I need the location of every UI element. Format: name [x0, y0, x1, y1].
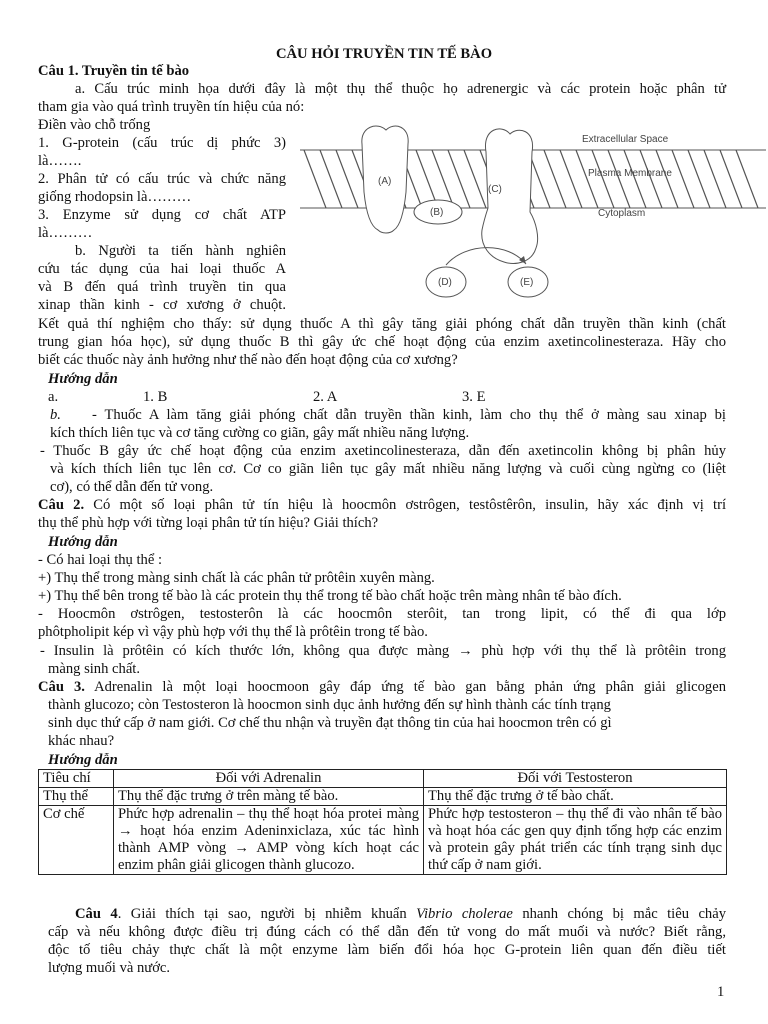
- label-a: (A): [378, 176, 392, 187]
- table-header-adrenalin: Đối với Adrenalin: [114, 770, 424, 788]
- q2-line2: thụ thể phù hợp với từng loại phân tử tín hiệu? Giải thích?: [38, 515, 379, 531]
- q2-guide-heading: Hướng dẫn: [48, 534, 118, 550]
- table-header-row: [39, 770, 727, 788]
- q1-a-line2: tham gia vào quá trình truyền tín hiệu của nó:: [38, 99, 305, 115]
- q3-line2: thành glucozo; còn Testosteron là hoocmon sinh dục ảnh hưởng đến sự hình thành các tính trạng: [48, 697, 611, 713]
- q2-guide-line5: phôtpholipit kép vì vậy phù hợp với thụ thể là prôtêin trong tế bào.: [38, 624, 428, 640]
- q1-item1a: 1. G-protein (cấu trúc dị phức 3): [38, 135, 286, 151]
- q2-guide-line4: - Hoocmôn ơstrôgen, testosterôn là các hoocmôn sterôit, tan trong lipit, có thể đi qua lớp: [38, 606, 726, 622]
- cytoplasm-label: Cytoplasm: [598, 208, 646, 219]
- q1-b-line6: trung gian hóa học), sử dụng thuốc B thì gây ức chế hoạt động của enzim axetincolinesteraza. Hãy cho: [38, 334, 726, 350]
- q3-line1-rest: Adrenalin là một loại hoocmoon gây đáp ứng tế bào gan bằng phản ứng phân giải glicogen: [94, 679, 727, 695]
- q4-line4: lượng muối và nước.: [48, 960, 171, 976]
- table-row: [39, 788, 727, 806]
- receptor-diagram: [296, 122, 768, 322]
- label-b: (B): [430, 207, 444, 218]
- q4-label: Câu 4: [75, 906, 118, 922]
- q3-guide-heading: Hướng dẫn: [48, 752, 118, 768]
- q1-fill-label: Điền vào chỗ trống: [38, 117, 151, 133]
- q1-item2a: 2. Phân tử có cấu trúc và chức năng: [38, 171, 286, 187]
- table-cell: Thụ thể đặc trưng ở trên màng tế bào.: [114, 788, 424, 806]
- table-cell: Phức hợp adrenalin – thụ thể hoạt hóa protei màng → hoạt hóa enzim Adeninxiclaza, xúc tác hình thành AMP vòng → AMP vòng kích hoạt các enzim phân giải glicogen thành glucozo.: [114, 806, 424, 875]
- q1-guide-line2: kích thích liên tục và cơ tăng cường co giãn, gây mất nhiều năng lượng.: [50, 425, 470, 441]
- q1-item2b: giống rhodopsin là………: [38, 189, 192, 205]
- protein-c-shape: [482, 129, 538, 264]
- q1-guide-line1: - Thuốc A làm tăng giải phóng chất dẫn truyền thần kinh, làm cho thụ thể ở màng sau xinap bị: [92, 407, 726, 423]
- table-cell: Thụ thể đặc trưng ở tế bào chất.: [424, 788, 727, 806]
- membrane-label: Plasma Membrane: [588, 168, 672, 179]
- q1-b-line1: b. Người ta tiến hành nghiên: [75, 243, 286, 259]
- q1-answer-1: 1. B: [143, 389, 168, 405]
- q1-answer-3: 3. E: [462, 389, 486, 405]
- q2-guide-line3: +) Thụ thể bên trong tế bào là các protein thụ thể trong tế bào chất hoặc trên màng nhân tế bào đích.: [38, 588, 622, 604]
- page-number: 1: [717, 984, 725, 1000]
- q4-line3: độc tố tiêu chảy thực chất là một enzyme làm biến đổi hóa học G-protein liên quan đến điều tiết: [48, 942, 726, 958]
- q1-item1b: là…….: [38, 153, 82, 169]
- q2-guide-line2: +) Thụ thể trong màng sinh chất là các phân tử prôtêin xuyên màng.: [38, 570, 435, 586]
- q1-answer-a: a.: [48, 389, 59, 405]
- q4-line1-mid: . Giải thích tại sao, người bị nhiễm khuẩn: [117, 906, 417, 922]
- q4-line1-post: nhanh chóng bị mắc tiêu chảy: [512, 906, 727, 922]
- table-header-testosteron: Đối với Testosteron: [424, 770, 727, 788]
- table-header-criteria: Tiêu chí: [39, 770, 114, 788]
- q3-line4: khác nhau?: [48, 733, 115, 749]
- table-cell: Thụ thể: [39, 788, 114, 806]
- label-d: (D): [438, 277, 452, 288]
- q1-b-line3: và B đến quá trình truyền tin qua: [38, 279, 286, 295]
- table-cell: Cơ chế: [39, 806, 114, 875]
- q1-guide-heading: Hướng dẫn: [48, 371, 118, 387]
- q4-bacteria-name: Vibrio cholerae: [416, 906, 513, 922]
- q1-b-line2: cứu tác dụng của hai loại thuốc A: [38, 261, 286, 277]
- q1-b-line4: xinap thần kinh - cơ xương ở chuột.: [38, 297, 286, 313]
- q2-line1: Câu 2. Có một số loại phân tử tín hiệu là hoocmôn ơstrôgen, testôstêrôn, insulin, hãy xác định vị trí: [38, 497, 726, 513]
- page-title: CÂU HỎI TRUYỀN TIN TẾ BÀO: [275, 46, 493, 62]
- q2-guide-line6: - Insulin là prôtêin có kích thước lớn, không qua được màng → phù hợp với thụ thể là prôtêin trong: [40, 643, 726, 659]
- q2-guide-line7: màng sinh chất.: [48, 661, 141, 677]
- q1-guide-line5: cơ), có thể dẫn đến tử vong.: [50, 479, 214, 495]
- q1-b-line5: Kết quả thí nghiệm cho thấy: sử dụng thuốc A thì gây tăng giải phóng chất dẫn truyền thần kinh (chất: [38, 316, 726, 332]
- q1-answer-2: 2. A: [313, 389, 338, 405]
- comparison-table: [38, 769, 727, 875]
- table-cell: Phức hợp testosteron – thụ thể đi vào nhân tế bào và hoạt hóa các gen quy định tổng hợp các enzim và protein gây phát triển các tính trạng sinh dục thứ cấp ở nam giới.: [424, 806, 727, 875]
- extracellular-label: Extracellular Space: [582, 134, 669, 145]
- q1-b-line7: biết các thuốc này ảnh hưởng như thế nào đến hoạt động của cơ xương?: [38, 352, 458, 368]
- q3-line3: sinh dục thứ cấp ở nam giới. Cơ chế thu nhận và truyền đạt thông tin của hai hoocmon trên có gì: [48, 715, 612, 731]
- q1-item3a: 3. Enzyme sử dụng cơ chất ATP: [38, 207, 286, 223]
- q3-line1: Câu 3. Adrenalin là một loại hoocmoon gây đáp ứng tế bào gan bằng phản ứng phân giải glicogen: [38, 679, 727, 695]
- label-e: (E): [520, 277, 534, 288]
- q1-a-line1: a. Cấu trúc minh họa dưới đây là một thụ thể thuộc họ adrenergic và các protein hoặc phân tử: [75, 81, 726, 97]
- q1-answer-b: b.: [50, 407, 61, 423]
- label-c: (C): [488, 184, 502, 195]
- q1-guide-line4: và kích thích liên tục lên cơ. Cơ co giãn liên tục gây mất nhiều năng lượng và cuối cùng ngừng co (liệt: [50, 461, 726, 477]
- q1-guide-line3: - Thuốc B gây ức chế hoạt động của enzim axetincolinesteraza, dẫn đến axetincolin không bị phân hủy: [40, 443, 726, 459]
- table-row: [39, 806, 727, 875]
- q2-guide-line1: - Có hai loại thụ thể :: [38, 552, 163, 568]
- q1-heading: Câu 1. Truyền tin tế bào: [38, 63, 190, 79]
- q4-line2: cấp và nếu không được điều trị đúng cách có thể dẫn đến tử vong do mất muối và nước? Biết rằng,: [48, 924, 726, 940]
- q1-item3b: là………: [38, 225, 93, 241]
- q4-line1: [75, 906, 726, 923]
- q2-line1-rest: Có một số loại phân tử tín hiệu là hoocmôn ơstrôgen, testôstêrôn, insulin, hãy xác định vị trí: [93, 497, 726, 513]
